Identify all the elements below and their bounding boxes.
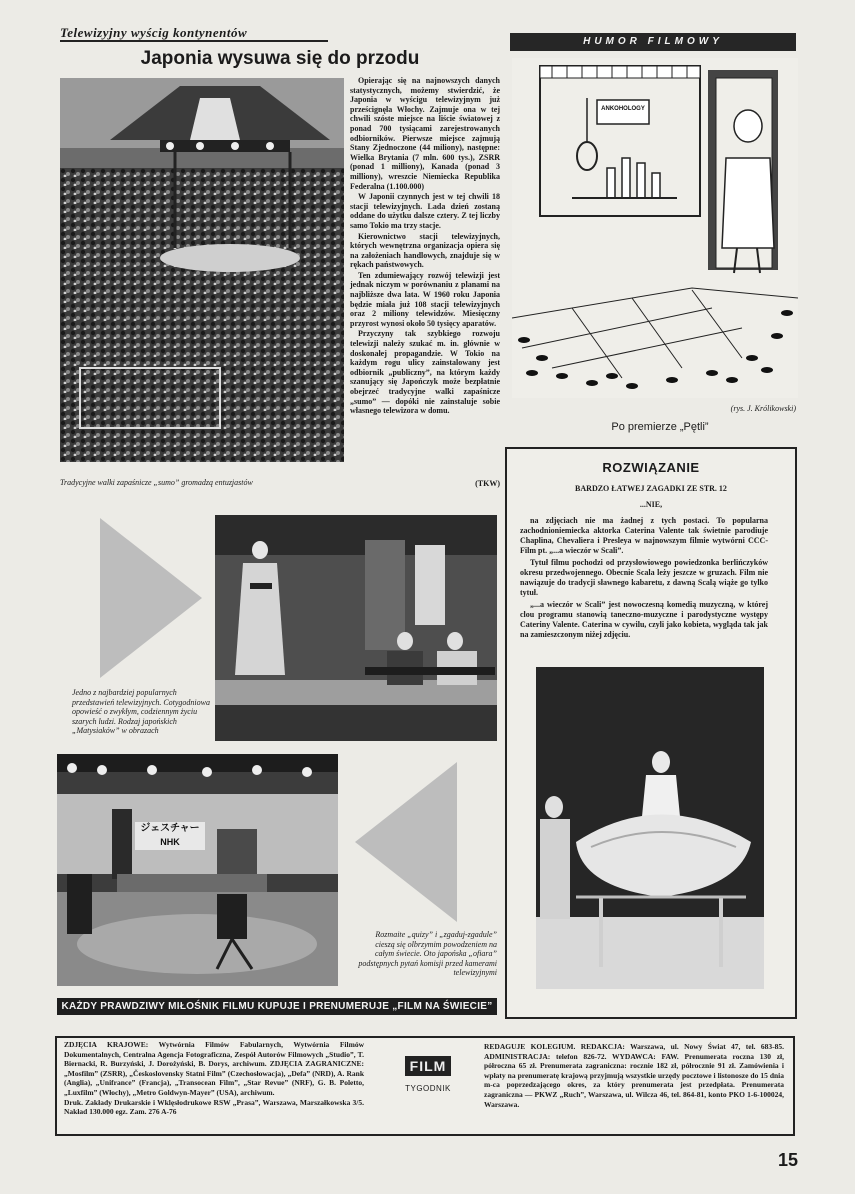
- article-signature: (TKW): [475, 479, 500, 488]
- article-body: [350, 76, 500, 417]
- studio-sign: [135, 822, 205, 850]
- sumo-photo: [60, 78, 344, 462]
- solution-subtitle: BARDZO ŁATWEJ ZAGADKI ZE STR. 12: [575, 484, 727, 493]
- article-paragraph: W Japonii czynnych jest w tej chwili 18 stacji telewizyjnych. Lada dzień zostaną oddane do użytku dalsze cztery. Z tej liczby samo Tokio ma trzy stacje.: [350, 192, 500, 230]
- cartoon-credit: (rys. J. Królikowski): [730, 404, 796, 413]
- series-caption: Jedno z najbardziej popularnych przedstawień telewizyjnych. Cotygodniowa opowieść o zwykłym, codziennym życiu szarych ludzi. Rodzaj japońskich „Matysiaków” w obrazach: [72, 688, 210, 736]
- solution-paragraph: „...a wieczór w Scali” jest nowoczesną komedią muzyczną, w której clou programu stanowią taneczno-muzyczne i parodystyczne występy Cateriny Valente. Caterina w cywilu, czyli jako kobieta, wygląda tak jak na zamieszczonym niżej zdjęciu.: [520, 600, 768, 639]
- section-title: Telewizyjny wyścig kontynentów: [60, 26, 328, 42]
- studio-sign-nhk: NHK: [160, 837, 180, 847]
- article-paragraph: Opierając się na najnowszych danych statystycznych, możemy stwierdzić, że Japonia w wyścigu telewizyjnym już prześcignęła Włochy. Zajmuje ona w tej chwili szóste miejsce na liście światowej z ponad 700 tysiącami zarejestrowanych odbiorników. Pierwsze miejsce zajmują Stany Zjednoczone (44 miliony), następne: Wielka Brytania (7 mln. 600 tys.), ZSRR (ponad 1 milliony), Kanada (ponad 3 milliony), wreszcie Niemiecka Republika Federalna (1.100.000): [350, 76, 500, 191]
- article-paragraph: Przyczyny tak szybkiego rozwoju telewizji należy szukać m. in. głównie w doskonałej propagandzie. W Tokio na każdym rogu ulicy zainstalowany jest odbiornik „publiczny”, na którym każdy szanujący się Japończyk może bezpłatnie obejrzeć tradycyjne walki zapaśnicze „sumo” — dopóki nie zainstaluje sobie własnego telewizora w domu.: [350, 329, 500, 416]
- tv-series-photo: [215, 515, 497, 741]
- shop-sign: ANKOHOLOGY: [601, 106, 645, 112]
- solution-paragraph: na zdjęciach nie ma żadnej z tych postaci. To popularna zachodnioniemiecka aktorka Caterina Valente tak świetnie parodiuje Chaplina, Chevaliera i Presleya w najnowszym filmie wytwórni CCC-Film pt. „...a wieczór w Scali”.: [520, 516, 768, 555]
- article-paragraph: Kierownictwo stacji telewizyjnych, których wewnętrzna organizacja opiera się na założeniach handlowych, znajduje się w rękach państwowych.: [350, 231, 500, 270]
- article-headline: Japonia wysuwa się do przodu: [140, 48, 420, 69]
- film-logo: [398, 1056, 458, 1093]
- humor-banner: HUMOR FILMOWY: [510, 33, 796, 51]
- studio-sign-japanese: ジェスチャー: [140, 823, 200, 834]
- footer-credits: [64, 1040, 364, 1117]
- sumo-caption: Tradycyjne walki zapaśnicze „sumo” gromadzą entuzjastów: [60, 478, 253, 487]
- cartoon: [512, 58, 798, 398]
- solution-title: ROZWIĄZANIE: [602, 460, 700, 475]
- solution-paragraph: Tytuł filmu pochodzi od przysłowiowego powiedzonka berlińczyków okresu przedwojennego. Obecnie Scala leży jeszcze w gruzach. Film nie nawiązuje do tradycji sławnego kabaretu, z dawną Scalą wiąże go tylko tytuł.: [520, 558, 768, 597]
- page-number: 15: [777, 1150, 798, 1170]
- film-logo-subtitle: TYGODNIK: [405, 1084, 451, 1093]
- solution-body: [520, 516, 768, 640]
- solution-answer: ...NIE,: [639, 500, 663, 509]
- footer-editorial: REDAGUJE KOLEGIUM. REDAKCJA: Warszawa, ul. Nowy Świat 47, tel. 683-85. ADMINISTRACJA: telefon 826-72. WYDAWCA: FAW. Prenumerata roczna 130 zł, półroczna 65 zł. Prenumerata zagraniczna: rocznie 182 zł, półrocznie 91 zł. Zamówienia i wpłaty na prenumeratę krajową przyjmują wszystkie urzędy pocztowe i listonosze do 15 dnia m-ca poprzedzającego okres, za który prenumerata jest przedpłata. Prenumerata zagraniczna — PKWZ „Ruch”, Warszawa, ul. Wilcza 46, tel. 864-81, konto PKO 1-6-100024, Warszawa.: [484, 1042, 784, 1109]
- triangle-decoration: [355, 762, 457, 922]
- cartoon-caption: Po premierze „Pętli”: [611, 421, 709, 433]
- quiz-caption: Rozmaite „quizy” i „zgaduj-zgadule” cieszą się olbrzymim powodzeniem na całym świecie. Oto japońska „ofiara” podstępnych pytań komisji przed kamerami telewizyjnymi: [358, 930, 497, 978]
- slogan-bar: KAŻDY PRAWDZIWY MIŁOŚNIK FILMU KUPUJE I PRENUMERUJE „FILM NA ŚWIECIE”: [57, 998, 497, 1015]
- footer-print-info: Druk. Zakłady Drukarskie i Wklęsłodrukowe RSW „Prasa”, Warszawa, Marszałkowska 3/5. Nakład 130.000 egz. Zam. 276 A-76: [64, 1097, 364, 1117]
- film-logo-text: FILM: [405, 1056, 452, 1076]
- footer-photo-credits: ZDJĘCIA KRAJOWE: Wytwórnia Filmów Fabularnych, Wytwórnia Filmów Dokumentalnych, Centralna Agencja Fotograficzna, Zespół Autorów Filmowych „Studio”, T. Biernacki, R. Burzyński, J. Dorożyński, B. Dorys, archiwum. ZDJĘCIA ZAGRANICZNE: „Mosfilm” (ZSRR), „Československy Statni Film” (Czechosłowacja), „Defa” (NRD), A. Rank (Anglia), „Unifrance” (Francja), „Transocean Film”, „Star Revue” (NRF), G. B. Poletto, „Luxfilm” (Włochy), „Metro Goldwyn-Mayer” (USA), archiwum.: [64, 1040, 364, 1097]
- valente-photo: [536, 667, 764, 989]
- nhk-studio-photo: [57, 754, 338, 986]
- article-paragraph: Ten zdumiewający rozwój telewizji jest jednak niczym w porównaniu z planami na najbliższe dwa lata. W 1960 roku Japonia będzie miała już 108 stacji telewizyjnych oraz 2 miliony telewidzów. Miesięczny przyrost wynosi około 50 tysięcy aparatów.: [350, 270, 500, 328]
- triangle-decoration: [100, 518, 202, 678]
